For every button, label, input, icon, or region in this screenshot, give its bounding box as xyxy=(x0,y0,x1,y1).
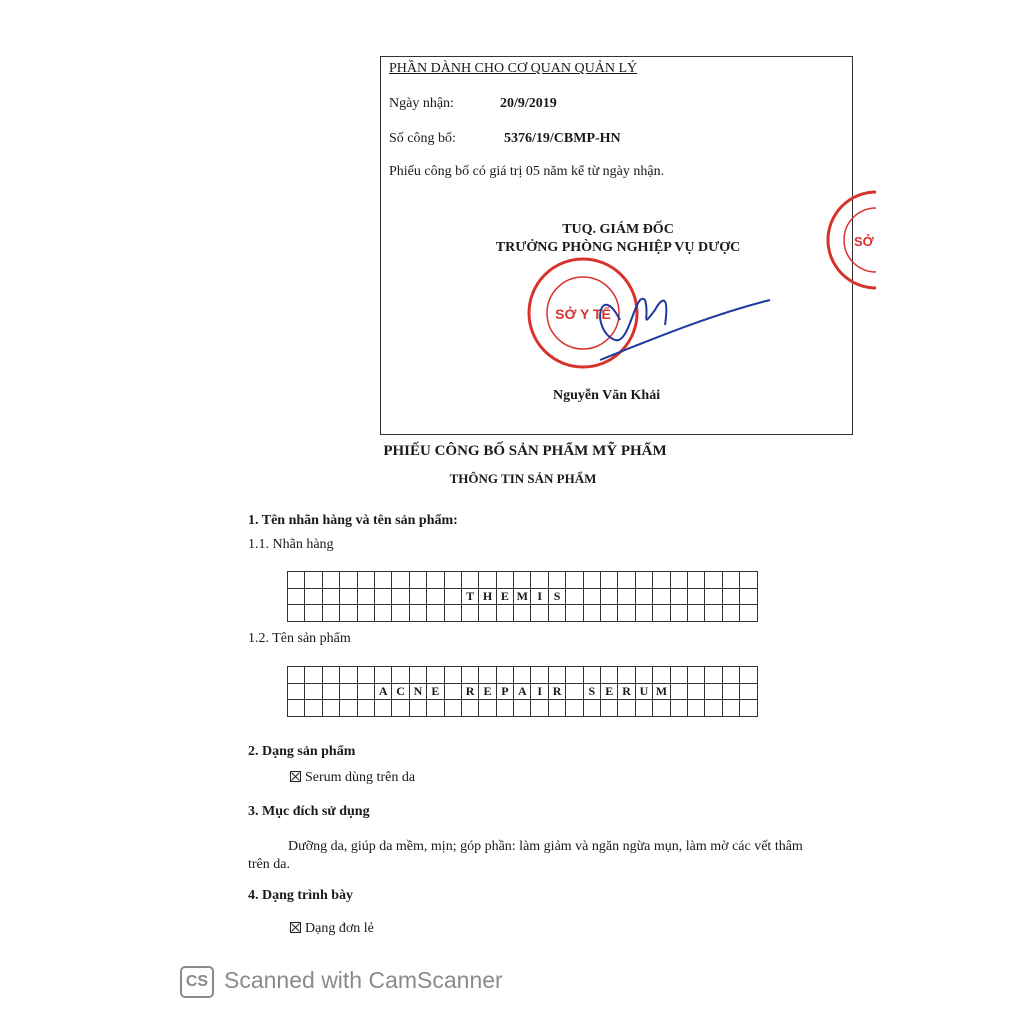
section1-heading: 1. Tên nhãn hàng và tên sản phẩm: xyxy=(248,513,458,528)
grid-cell: R xyxy=(461,683,478,700)
grid-cell xyxy=(479,667,496,684)
grid-cell xyxy=(722,667,739,684)
grid-cell xyxy=(427,667,444,684)
presentation-option xyxy=(290,921,374,937)
grid-cell xyxy=(392,572,409,589)
grid-cell xyxy=(444,683,461,700)
grid-cell xyxy=(583,667,600,684)
grid-cell xyxy=(601,605,618,622)
grid-cell xyxy=(409,572,426,589)
grid-cell: U xyxy=(635,683,652,700)
grid-cell xyxy=(374,667,391,684)
grid-cell xyxy=(705,605,722,622)
grid-cell xyxy=(357,572,374,589)
grid-cell xyxy=(496,667,513,684)
grid-cell xyxy=(496,572,513,589)
grid-cell xyxy=(288,588,305,605)
document-title: PHIẾU CÔNG BỐ SẢN PHẨM MỸ PHẨM xyxy=(383,443,667,459)
grid-cell: I xyxy=(531,588,548,605)
grid-cell xyxy=(687,605,704,622)
grid-cell xyxy=(670,667,687,684)
grid-cell xyxy=(583,572,600,589)
grid-cell xyxy=(392,667,409,684)
product-grid xyxy=(287,666,758,717)
grid-cell xyxy=(374,572,391,589)
grid-cell: E xyxy=(427,683,444,700)
grid-cell xyxy=(670,683,687,700)
document-subtitle: THÔNG TIN SẢN PHẨM xyxy=(449,471,597,486)
grid-cell xyxy=(635,572,652,589)
grid-cell: R xyxy=(548,683,565,700)
grid-cell xyxy=(514,572,531,589)
section4-heading: 4. Dạng trình bày xyxy=(248,888,354,903)
grid-cell xyxy=(705,667,722,684)
grid-cell xyxy=(322,683,339,700)
grid-cell: S xyxy=(583,683,600,700)
grid-cell xyxy=(601,667,618,684)
grid-cell xyxy=(479,700,496,717)
grid-cell xyxy=(392,700,409,717)
grid-cell xyxy=(740,572,757,589)
grid-cell xyxy=(340,605,357,622)
grid-cell xyxy=(444,667,461,684)
grid-cell xyxy=(496,700,513,717)
grid-cell xyxy=(548,605,565,622)
grid-cell xyxy=(618,588,635,605)
grid-cell: N xyxy=(409,683,426,700)
admin-heading: PHẦN DÀNH CHO CƠ QUAN QUẢN LÝ xyxy=(389,61,638,76)
grid-cell xyxy=(444,588,461,605)
grid-cell xyxy=(427,572,444,589)
grid-cell xyxy=(288,667,305,684)
grid-cell: A xyxy=(514,683,531,700)
grid-cell xyxy=(722,683,739,700)
grid-cell xyxy=(340,588,357,605)
grid-cell xyxy=(305,667,322,684)
option-label: Dạng đơn lẻ xyxy=(305,921,374,936)
grid-cell xyxy=(722,700,739,717)
grid-cell xyxy=(409,588,426,605)
grid-cell xyxy=(653,700,670,717)
grid-cell xyxy=(288,700,305,717)
received-date: 20/9/2019 xyxy=(500,96,557,111)
grid-cell xyxy=(322,588,339,605)
section3-heading: 3. Mục đích sử dụng xyxy=(248,804,370,819)
grid-cell xyxy=(601,700,618,717)
grid-cell xyxy=(531,667,548,684)
grid-cell xyxy=(357,683,374,700)
grid-cell xyxy=(583,605,600,622)
grid-cell xyxy=(479,572,496,589)
grid-cell xyxy=(740,700,757,717)
grid-cell xyxy=(740,683,757,700)
grid-cell: P xyxy=(496,683,513,700)
grid-cell xyxy=(288,605,305,622)
grid-cell xyxy=(305,588,322,605)
option-label: Serum dùng trên da xyxy=(305,770,416,785)
grid-cell: E xyxy=(479,683,496,700)
grid-cell xyxy=(740,605,757,622)
grid-cell xyxy=(409,667,426,684)
grid-cell xyxy=(583,700,600,717)
stamp-center-text: SỞ Y TẾ xyxy=(555,306,611,322)
grid-cell xyxy=(305,683,322,700)
grid-cell xyxy=(722,588,739,605)
received-label: Ngày nhận: xyxy=(389,96,454,111)
signature xyxy=(560,270,780,380)
camscanner-logo-icon: CS xyxy=(180,966,214,998)
grid-cell: S xyxy=(548,588,565,605)
grid-cell xyxy=(531,700,548,717)
grid-cell xyxy=(670,605,687,622)
grid-cell xyxy=(444,605,461,622)
number-label: Số công bố: xyxy=(389,131,456,146)
grid-cell xyxy=(548,572,565,589)
grid-cell xyxy=(514,667,531,684)
checked-box-icon xyxy=(290,771,301,782)
grid-cell xyxy=(427,605,444,622)
grid-cell xyxy=(635,700,652,717)
grid-cell xyxy=(566,572,583,589)
grid-cell xyxy=(687,683,704,700)
grid-cell xyxy=(687,667,704,684)
grid-cell xyxy=(288,683,305,700)
grid-cell xyxy=(288,572,305,589)
grid-cell xyxy=(705,588,722,605)
grid-cell xyxy=(322,700,339,717)
sign-line1: TUQ. GIÁM ĐỐC xyxy=(562,222,674,237)
grid-cell: I xyxy=(531,683,548,700)
grid-cell xyxy=(687,572,704,589)
grid-cell: C xyxy=(392,683,409,700)
grid-cell: A xyxy=(374,683,391,700)
grid-cell xyxy=(374,700,391,717)
grid-cell xyxy=(687,588,704,605)
grid-cell xyxy=(496,605,513,622)
grid-cell xyxy=(670,700,687,717)
grid-cell xyxy=(635,605,652,622)
section2-heading: 2. Dạng sản phẩm xyxy=(248,744,356,759)
grid-cell xyxy=(740,588,757,605)
grid-cell xyxy=(340,667,357,684)
grid-cell xyxy=(374,605,391,622)
grid-cell xyxy=(653,667,670,684)
grid-cell: E xyxy=(496,588,513,605)
grid-cell xyxy=(427,588,444,605)
checked-box-icon xyxy=(290,922,301,933)
grid-cell xyxy=(548,667,565,684)
grid-cell: M xyxy=(514,588,531,605)
svg-text:SỞ: SỞ xyxy=(854,234,874,249)
grid-cell xyxy=(635,588,652,605)
grid-cell: T xyxy=(461,588,478,605)
grid-cell xyxy=(514,605,531,622)
product-form-option xyxy=(290,770,415,786)
partial-stamp xyxy=(826,180,876,300)
grid-cell xyxy=(409,605,426,622)
grid-cell xyxy=(322,605,339,622)
grid-cell xyxy=(531,605,548,622)
grid-cell xyxy=(305,700,322,717)
brand-label: 1.1. Nhãn hàng xyxy=(248,537,334,552)
grid-cell xyxy=(444,572,461,589)
grid-cell xyxy=(670,572,687,589)
grid-cell xyxy=(566,667,583,684)
sign-line2: TRƯỞNG PHÒNG NGHIỆP VỤ DƯỢC xyxy=(495,240,741,255)
grid-cell xyxy=(357,667,374,684)
watermark-text: Scanned with CamScanner xyxy=(224,967,503,994)
grid-cell xyxy=(392,605,409,622)
grid-cell xyxy=(461,605,478,622)
grid-cell xyxy=(461,667,478,684)
grid-cell xyxy=(687,700,704,717)
grid-cell xyxy=(461,572,478,589)
product-label: 1.2. Tên sản phẩm xyxy=(248,631,351,646)
signer-name: Nguyễn Văn Khải xyxy=(553,388,661,403)
brand-grid xyxy=(287,571,758,622)
grid-cell xyxy=(618,572,635,589)
declaration-number: 5376/19/CBMP-HN xyxy=(504,131,621,146)
grid-cell xyxy=(566,588,583,605)
grid-cell xyxy=(722,605,739,622)
grid-cell: H xyxy=(479,588,496,605)
grid-cell xyxy=(374,588,391,605)
grid-cell xyxy=(705,572,722,589)
validity-text: Phiếu công bố có giá trị 05 năm kể từ ngày nhận. xyxy=(389,164,665,179)
grid-cell xyxy=(601,588,618,605)
grid-cell xyxy=(409,700,426,717)
usage-text: Dưỡng da, giúp da mềm, mịn; góp phần: làm giảm và ngăn ngừa mụn, làm mờ các vết thâm trên da. xyxy=(248,839,803,872)
grid-cell xyxy=(583,588,600,605)
grid-cell xyxy=(357,605,374,622)
grid-cell: E xyxy=(601,683,618,700)
grid-cell xyxy=(705,683,722,700)
grid-cell xyxy=(357,588,374,605)
grid-cell xyxy=(566,700,583,717)
grid-cell xyxy=(427,700,444,717)
grid-cell xyxy=(635,667,652,684)
grid-cell xyxy=(722,572,739,589)
grid-cell xyxy=(566,605,583,622)
grid-cell xyxy=(357,700,374,717)
grid-cell xyxy=(618,605,635,622)
grid-cell xyxy=(618,700,635,717)
grid-cell xyxy=(444,700,461,717)
grid-cell xyxy=(340,700,357,717)
grid-cell xyxy=(322,572,339,589)
grid-cell xyxy=(479,605,496,622)
grid-cell xyxy=(601,572,618,589)
grid-cell xyxy=(340,683,357,700)
grid-cell xyxy=(305,605,322,622)
grid-cell xyxy=(653,572,670,589)
grid-cell: R xyxy=(618,683,635,700)
grid-cell: M xyxy=(653,683,670,700)
grid-cell xyxy=(514,700,531,717)
camscanner-watermark xyxy=(180,966,503,998)
grid-cell xyxy=(618,667,635,684)
grid-cell xyxy=(322,667,339,684)
grid-cell xyxy=(740,667,757,684)
grid-cell xyxy=(705,700,722,717)
grid-cell xyxy=(392,588,409,605)
grid-cell xyxy=(670,588,687,605)
grid-cell xyxy=(305,572,322,589)
grid-cell xyxy=(461,700,478,717)
grid-cell xyxy=(653,588,670,605)
grid-cell xyxy=(566,683,583,700)
grid-cell xyxy=(548,700,565,717)
grid-cell xyxy=(531,572,548,589)
grid-cell xyxy=(653,605,670,622)
grid-cell xyxy=(340,572,357,589)
